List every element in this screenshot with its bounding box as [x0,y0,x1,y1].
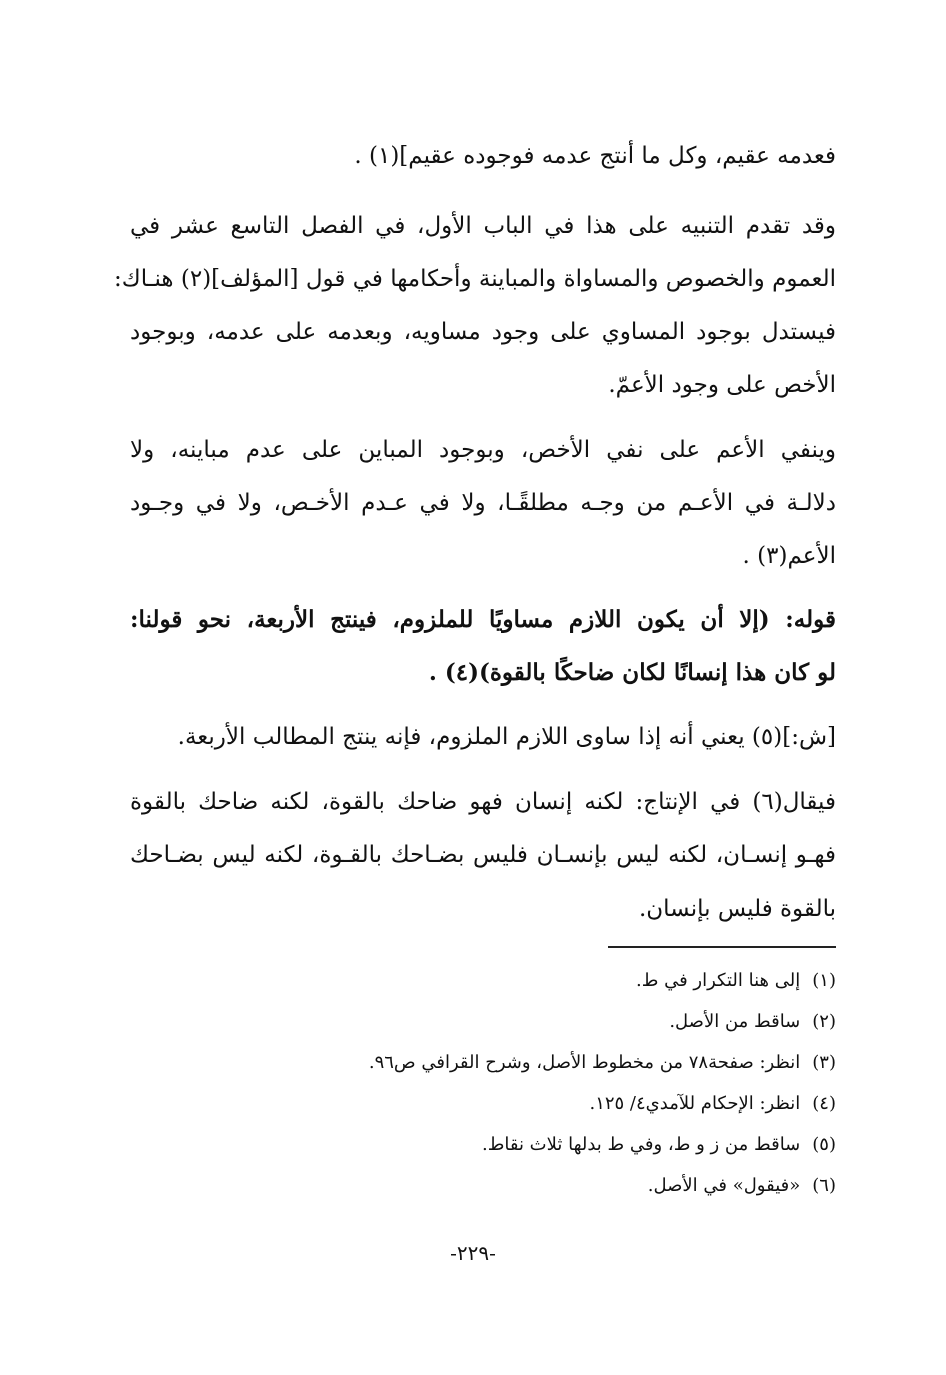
body-line-10-quote: لو كان هذا إنسانًا لكان ضاحكًا بالقوة)(٤) . [428,659,836,686]
body-line-7: دلالـة في الأعـم من وجـه مطلقًـا، ولا في عـدم الأخـص، ولا في وجـود [130,490,836,516]
footnote-text: «فيقول» في الأصل. [647,1175,801,1196]
footnote-text: ساقط من ز و ط، وفي ط بدلها ثلاث نقاط. [481,1134,801,1155]
footnote-2 [130,1007,836,1037]
footnote-6 [130,1171,836,1201]
footnote-text: إلى هنا التكرار في ط. [636,970,801,991]
body-line-6: وينفي الأعم على نفي الأخص، وبوجود المباين على عدم مباينه، ولا [130,437,836,463]
body-line-9-quote: قوله: (إلا أن يكون اللازم مساويًا للملزوم، فينتج الأربعة، نحو قولنا: [130,606,836,633]
page-number: -٢٢٩- [450,1241,496,1265]
body-line-14: بالقوة فليس بإنسان. [638,896,836,922]
footnote-number: (٢) [812,1011,836,1032]
footnote-number: (٤) [812,1093,836,1114]
footnote-5 [130,1130,836,1160]
footnote-1 [130,966,836,996]
body-line-1: فعدمه عقيم، وكل ما أنتج عدمه فوجوده عقيم](١) . [354,143,836,169]
footnote-number: (٦) [812,1175,836,1196]
footnote-separator [608,946,836,948]
footnote-3 [130,1048,836,1078]
footnote-text: انظر: صفحة٧٨ من مخطوط الأصل، وشرح القرافي ص٩٦. [368,1052,801,1073]
footnote-text: ساقط من الأصل. [669,1011,801,1032]
body-line-2: وقد تقدم التنبيه على هذا في الباب الأول، في الفصل التاسع عشر في [130,213,836,239]
body-line-13: فهـو إنسـان، لكنه ليس بإنسـان فليس بضـاحك بالقـوة، لكنه ليس بضـاحك [130,842,836,868]
body-line-3: العموم والخصوص والمساواة والمباينة وأحكامها في قول [المؤلف](٢) هنـاك: [114,266,836,292]
footnote-number: (٥) [812,1134,836,1155]
body-line-5: الأخص على وجود الأعمّ. [608,372,836,398]
body-line-11: [ش:](٥) يعني أنه إذا ساوى اللازم الملزوم، فإنه ينتج المطالب الأربعة. [177,724,836,750]
footnote-number: (٣) [812,1052,836,1073]
body-line-8: الأعم(٣) . [742,543,836,569]
footnote-text: انظر: الإحكام للآمدي٤/ ١٢٥. [589,1093,801,1114]
body-line-4: فيستدل بوجود المساوي على وجود مساويه، وبعدمه على عدمه، وبوجود [130,319,836,345]
footnote-4 [130,1089,836,1119]
body-line-12: فيقال(٦) في الإنتاج: لكنه إنسان فهو ضاحك بالقوة، لكنه ضاحك بالقوة [130,789,836,815]
footnote-number: (١) [812,970,836,991]
